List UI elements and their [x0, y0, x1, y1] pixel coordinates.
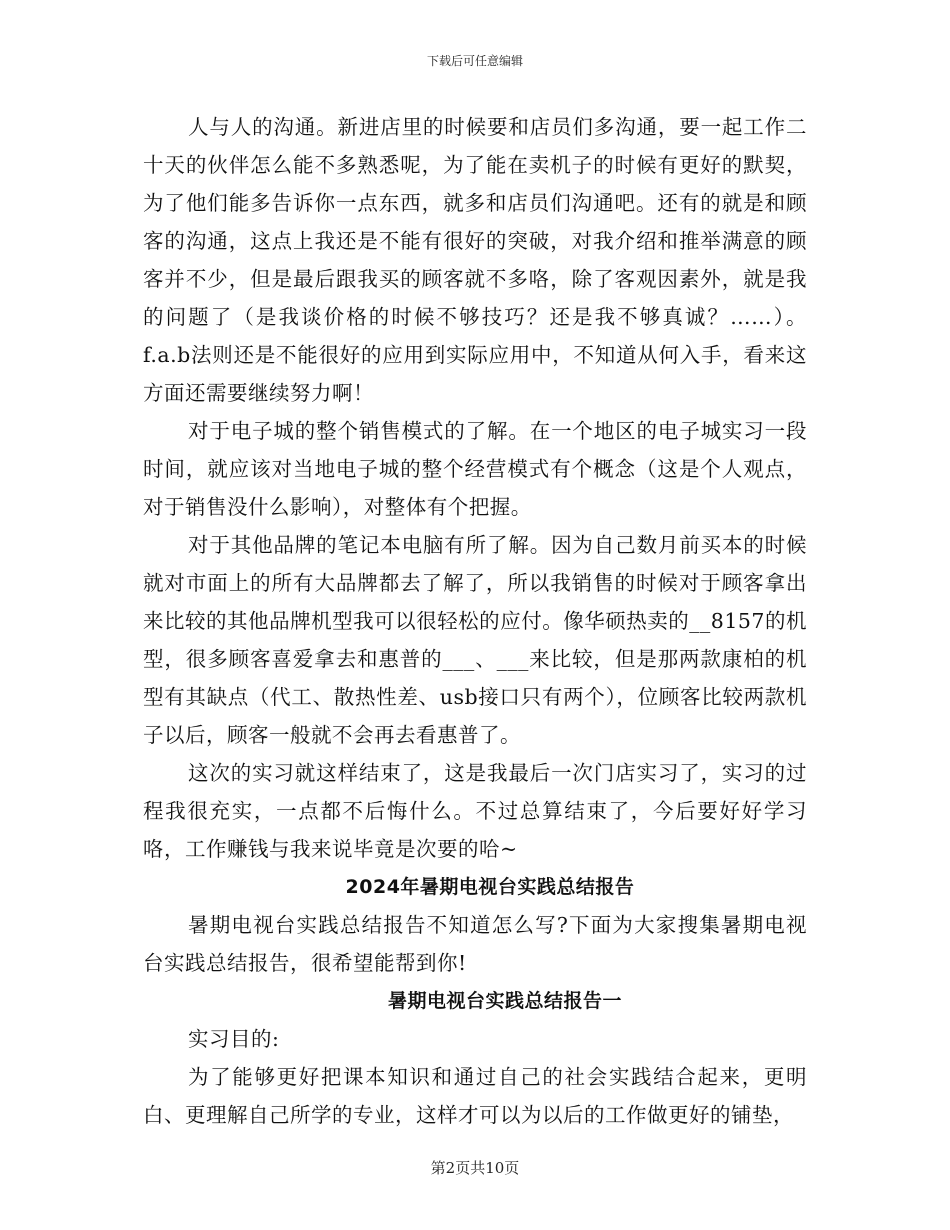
document-body	[143, 108, 807, 1134]
page-footer: 第2页共10页	[430, 1159, 520, 1177]
paragraph-purpose: 为了能够更好把课本知识和通过自己的社会实践结合起来，更明白、更理解自己所学的专业，这样才可以为以后的工作做更好的铺垫，	[143, 1065, 807, 1127]
paragraph-communication: 人与人的沟通。新进店里的时候要和店员们多沟通，要一起工作二十天的伙伴怎么能不多熟悉呢，为了能在卖机子的时候有更好的默契，为了他们能多告诉你一点东西，就多和店员们沟通吧。还有的就是和顾客的沟通，这点上我还是不能有很好的突破，对我介绍和推举满意的顾客并不少，但是最后跟我买的顾客就不多咯，除了客观因素外，就是我的问题了（是我谈价格的时候不够技巧？还是我不够真诚？……）。f.a.b法则还是不能很好的应用到实际应用中，不知道从何入手，看来这方面还需要继续努力啊！	[143, 115, 807, 405]
paragraph-intro: 暑期电视台实践总结报告不知道怎么写?下面为大家搜集暑期电视台实践总结报告，很希望能帮到你!	[143, 913, 807, 975]
paragraph-other-brands: 对于其他品牌的笔记本电脑有所了解。因为自己数月前买本的时候就对市面上的所有大品牌都去了解了，所以我销售的时候对于顾客拿出来比较的其他品牌机型我可以很轻松的应付。像华硕热卖的__8157的机型，很多顾客喜爱拿去和惠普的___、___来比较，但是那两款康柏的机型有其缺点（代工、散热性差、usb接口只有两个），位顾客比较两款机子以后，顾客一般就不会再去看惠普了。	[143, 533, 807, 747]
report-subtitle: 暑期电视台实践总结报告一	[387, 990, 622, 1012]
page-header: 下载后可任意编辑	[426, 54, 523, 68]
report-title: 2024年暑期电视台实践总结报告	[345, 876, 635, 898]
paragraph-purpose-label: 实习目的:	[188, 1027, 280, 1051]
paragraph-conclusion: 这次的实习就这样结束了，这是我最后一次门店实习了，实习的过程我很充实，一点都不后悔什么。不过总算结束了，今后要好好学习咯，工作赚钱与我来说毕竟是次要的哈~	[143, 761, 807, 861]
paragraph-sales-model: 对于电子城的整个销售模式的了解。在一个地区的电子城实习一段时间，就应该对当地电子城的整个经营模式有个概念（这是个人观点，对于销售没什么影响），对整体有个把握。	[143, 419, 807, 519]
